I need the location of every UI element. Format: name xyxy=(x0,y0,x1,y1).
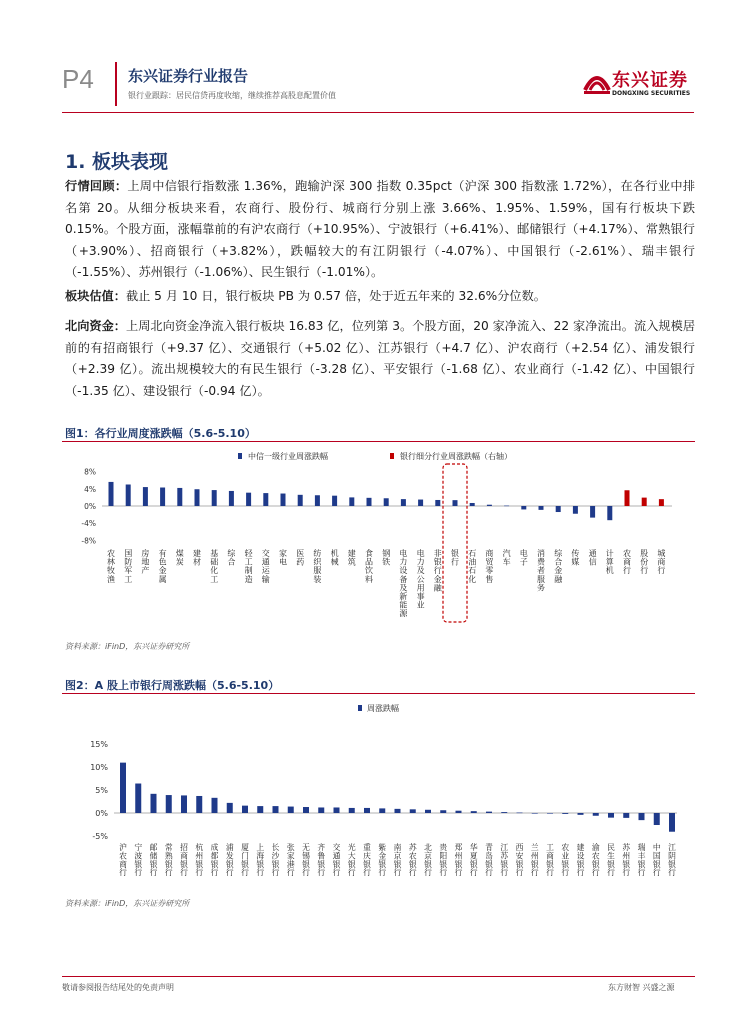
x-label-邮储银行: 邮储银行 xyxy=(149,843,158,878)
y-tick-label: 10% xyxy=(90,763,108,772)
bar-张家港行 xyxy=(288,807,294,813)
bar-综合金融 xyxy=(556,506,561,512)
x-label-苏农银行: 苏农银行 xyxy=(408,843,417,878)
x-label-交通运输: 交通运输 xyxy=(261,549,270,584)
x-label-计算机: 计算机 xyxy=(605,549,614,576)
bar-纺织服装 xyxy=(315,495,320,506)
page-number: P4 xyxy=(62,64,94,94)
legend-swatch-bank xyxy=(358,705,362,711)
bar-招商银行 xyxy=(181,795,187,813)
bar-成都银行 xyxy=(212,798,218,813)
x-label-沪农商行: 沪农商行 xyxy=(119,843,127,878)
y-tick-label: 15% xyxy=(90,740,108,749)
bar-汽车 xyxy=(504,506,509,507)
x-label-通信: 通信 xyxy=(588,549,597,567)
x-label-消费者服务: 消费者服务 xyxy=(537,549,545,593)
x-label-长沙银行: 长沙银行 xyxy=(271,843,280,878)
x-label-农业银行: 农业银行 xyxy=(561,843,570,878)
label-valuation: 板块估值： xyxy=(65,289,126,303)
bar-轻工制造 xyxy=(246,493,251,506)
x-label-传媒: 传媒 xyxy=(571,549,580,567)
x-label-医药: 医药 xyxy=(296,549,305,567)
x-label-紫金银行: 紫金银行 xyxy=(378,843,387,878)
figure1-rule xyxy=(62,441,695,442)
x-label-钢铁: 钢铁 xyxy=(382,549,391,567)
x-label-常熟银行: 常熟银行 xyxy=(164,843,173,878)
legend-label-bank: 周涨跌幅 xyxy=(367,704,399,713)
x-label-建材: 建材 xyxy=(193,549,201,567)
y-tick-label: 8% xyxy=(84,467,96,477)
footer-disclaimer: 敬请参阅报告结尾处的免责声明 xyxy=(62,983,174,992)
x-label-国防军工: 国防军工 xyxy=(124,549,133,584)
x-label-机械: 机械 xyxy=(330,549,339,567)
x-label-上海银行: 上海银行 xyxy=(256,843,265,878)
bar-有色金属 xyxy=(160,488,165,506)
x-label-纺织服装: 纺织服装 xyxy=(313,549,322,584)
x-label-商贸零售: 商贸零售 xyxy=(485,549,494,584)
bar-兰州银行 xyxy=(532,813,538,814)
x-label-综合金融: 综合金融 xyxy=(554,549,563,584)
figure1-source: 资料来源：iFinD，东兴证券研究所 xyxy=(65,642,190,651)
y-tick-label: 0% xyxy=(84,502,96,511)
bar-计算机 xyxy=(607,506,612,520)
x-label-电子: 电子 xyxy=(519,549,528,567)
bar-机械 xyxy=(332,496,337,506)
x-label-有色金属: 有色金属 xyxy=(158,549,167,584)
bar-中国银行 xyxy=(654,813,660,825)
x-label-渝农银行: 渝农银行 xyxy=(591,843,600,878)
x-label-煤炭: 煤炭 xyxy=(175,549,184,567)
x-label-农商行: 农商行 xyxy=(623,549,631,576)
x-label-浦发银行: 浦发银行 xyxy=(225,843,234,878)
x-label-张家港行: 张家港行 xyxy=(286,843,295,878)
paragraph-valuation xyxy=(65,286,695,308)
x-label-华夏银行: 华夏银行 xyxy=(469,843,478,878)
figure2-title: 图2：A 股上市银行周涨跌幅（5.6-5.10） xyxy=(65,679,280,692)
bar-渝农银行 xyxy=(593,813,599,816)
bar-郑州银行 xyxy=(456,811,462,813)
x-label-无锡银行: 无锡银行 xyxy=(302,843,310,878)
legend-swatch-industry xyxy=(238,453,242,459)
x-label-农林牧渔: 农林牧渔 xyxy=(107,549,115,584)
text-market-review: 上周中信银行指数涨 1.36%，跑输沪深 300 指数 0.35pct（沪深 300 指数涨 1.72%），在各行业中排名第 20。从细分板块来看，农商行、股份行、城商行分别上涨 3.66%、1.95%、1.59%，国有行板块下跌 0.15%。个股方面，涨幅靠前的有沪农商行（+10.95%）、宁波银行（+6.41%）、邮储银行（+4.17%）、常熟银行（+3.90%）、招商银行（+3.82%），跌幅较大的有江阴银行（-4.07%）、中国银行（-2.61%）、瑞丰银行（-1.55%）、苏州银行（-1.06%）、民生银行（-1.01%）。 xyxy=(65,179,696,279)
legend-label-bank-sub: 银行细分行业周涨跌幅（右轴） xyxy=(400,452,512,461)
bar-建材 xyxy=(195,489,200,506)
logo-text-en: DONGXING SECURITIES xyxy=(612,90,691,97)
bar-食品饮料 xyxy=(367,498,372,506)
bar-工商银行 xyxy=(547,813,553,814)
x-label-银行: 银行 xyxy=(451,549,459,567)
bar-建设银行 xyxy=(578,813,584,815)
x-label-苏州银行: 苏州银行 xyxy=(622,843,631,878)
bar-沪农商行 xyxy=(120,763,126,813)
y-tick-label: 0% xyxy=(95,809,108,818)
bar-通信 xyxy=(590,506,595,518)
bar-西安银行 xyxy=(517,813,523,814)
text-northbound: 上周北向资金净流入银行板块 16.83 亿，位列第 3。个股方面，20 家净流入、22 家净流出。流入规模居前的有招商银行（+9.37 亿）、交通银行（+5.02 亿）、江苏银行（+4.7 亿）、沪农商行（+2.54 亿）、浦发银行（+2.39 亿）。流出规模较大的有民生银行（-3.28 亿）、平安银行（-1.68 亿）、农业商行（-1.42 亿）、中国银行（-1.35 亿）、建设银行（-0.94 亿）。 xyxy=(65,319,696,398)
x-label-电力及公用事业: 电力及公用事业 xyxy=(416,549,425,610)
x-label-电力设备及新能源: 电力设备及新能源 xyxy=(399,549,408,619)
bar-苏州银行 xyxy=(623,813,629,818)
bar-农业银行 xyxy=(562,813,568,814)
y-tick-label: 4% xyxy=(84,484,96,494)
bar-江苏银行 xyxy=(501,812,507,813)
x-label-兰州银行: 兰州银行 xyxy=(530,843,539,878)
x-label-综合: 综合 xyxy=(227,549,236,567)
logo-text: 东兴证券 xyxy=(612,70,688,91)
x-label-轻工制造: 轻工制造 xyxy=(244,549,253,584)
x-label-齐鲁银行: 齐鲁银行 xyxy=(317,843,326,878)
bar-农林牧渔 xyxy=(109,482,114,506)
bar-国防军工 xyxy=(126,485,131,507)
figure2-source: 资料来源：iFinD，东兴证券研究所 xyxy=(65,899,190,908)
text-valuation: 截止 5 月 10 日，银行板块 PB 为 0.57 倍，处于近五年来的 32.6%分位数。 xyxy=(125,289,546,303)
x-label-厦门银行: 厦门银行 xyxy=(241,843,249,878)
y-tick-label: -8% xyxy=(81,536,96,546)
legend-label-industry: 中信一级行业周涨跌幅 xyxy=(248,452,328,461)
bar-银行 xyxy=(453,500,458,506)
bar-苏农银行 xyxy=(410,809,416,813)
bar-邮储银行 xyxy=(151,794,157,813)
bar-股份行 xyxy=(642,498,647,506)
report-title: 东兴证券行业报告 xyxy=(128,67,249,85)
report-subtitle: 银行业跟踪：居民信贷再度收缩，继续推荐高股息配置价值 xyxy=(128,91,336,100)
figure2-rule xyxy=(62,693,695,694)
x-label-江阴银行: 江阴银行 xyxy=(668,843,676,878)
x-label-建筑: 建筑 xyxy=(347,549,356,567)
bar-交通银行 xyxy=(334,807,340,813)
x-label-重庆银行: 重庆银行 xyxy=(363,843,371,878)
legend-swatch-bank-sub xyxy=(390,453,394,459)
bar-消费者服务 xyxy=(539,506,544,510)
x-label-交通银行: 交通银行 xyxy=(332,843,341,878)
bar-农商行 xyxy=(625,490,630,506)
y-tick-label: 5% xyxy=(95,786,108,795)
header-rule xyxy=(62,112,694,113)
bar-房地产 xyxy=(143,487,148,506)
bar-钢铁 xyxy=(384,498,389,506)
bar-杭州银行 xyxy=(196,796,202,813)
x-label-郑州银行: 郑州银行 xyxy=(454,843,463,878)
bar-民生银行 xyxy=(608,813,614,818)
bar-非银行金融 xyxy=(435,500,440,506)
x-label-成都银行: 成都银行 xyxy=(210,843,219,878)
x-label-汽车: 汽车 xyxy=(502,549,511,567)
figure1-title: 图1：各行业周度涨跌幅（5.6-5.10） xyxy=(65,427,256,440)
label-market-review: 行情回顾： xyxy=(65,179,128,193)
bar-青岛银行 xyxy=(486,812,492,813)
bar-城商行 xyxy=(659,499,664,506)
x-label-民生银行: 民生银行 xyxy=(607,843,615,878)
bar-基础化工 xyxy=(212,490,217,506)
x-label-中国银行: 中国银行 xyxy=(652,843,661,878)
bar-电力设备及新能源 xyxy=(401,499,406,506)
bar-电力及公用事业 xyxy=(418,500,423,506)
bar-紫金银行 xyxy=(379,808,385,813)
footer-slogan: 东方财智 兴盛之源 xyxy=(608,983,675,992)
bar-华夏银行 xyxy=(471,811,477,813)
bar-煤炭 xyxy=(177,488,182,506)
bar-无锡银行 xyxy=(303,807,309,813)
bar-北京银行 xyxy=(425,810,431,813)
industry-weekly-change-chart xyxy=(62,444,695,630)
x-label-南京银行: 南京银行 xyxy=(393,843,402,878)
x-label-建设银行: 建设银行 xyxy=(576,843,585,878)
bar-上海银行 xyxy=(257,806,263,813)
x-label-石油石化: 石油石化 xyxy=(468,549,477,584)
x-label-贵阳银行: 贵阳银行 xyxy=(439,843,448,878)
bar-医药 xyxy=(298,495,303,506)
highlight-bank-box xyxy=(443,464,467,622)
x-label-城商行: 城商行 xyxy=(657,549,666,576)
x-label-光大银行: 光大银行 xyxy=(347,843,356,878)
x-label-工商银行: 工商银行 xyxy=(546,843,554,878)
bank-weekly-change-chart xyxy=(62,696,695,894)
bar-厦门银行 xyxy=(242,806,248,813)
bar-浦发银行 xyxy=(227,803,233,813)
bar-建筑 xyxy=(349,497,354,506)
header-divider xyxy=(115,62,117,106)
x-label-江苏银行: 江苏银行 xyxy=(500,843,509,878)
y-tick-label: -4% xyxy=(81,519,96,529)
bar-家电 xyxy=(281,494,286,506)
footer-rule xyxy=(62,976,695,977)
bar-石油石化 xyxy=(470,503,475,506)
x-label-房地产: 房地产 xyxy=(141,549,150,576)
paragraph-northbound xyxy=(65,316,695,402)
x-label-北京银行: 北京银行 xyxy=(424,843,432,878)
bar-商贸零售 xyxy=(487,505,492,506)
paragraph-market-review xyxy=(65,176,695,284)
x-label-非银行金融: 非银行金融 xyxy=(433,549,442,593)
bar-齐鲁银行 xyxy=(318,807,324,813)
bar-宁波银行 xyxy=(135,784,141,813)
x-label-杭州银行: 杭州银行 xyxy=(195,843,204,878)
bar-贵阳银行 xyxy=(440,810,446,813)
x-label-瑞丰银行: 瑞丰银行 xyxy=(637,843,646,878)
x-label-基础化工: 基础化工 xyxy=(210,549,219,584)
x-label-家电: 家电 xyxy=(279,549,287,567)
bar-重庆银行 xyxy=(364,808,370,813)
bar-长沙银行 xyxy=(273,806,279,813)
bar-光大银行 xyxy=(349,808,355,813)
bar-综合 xyxy=(229,491,234,506)
bar-传媒 xyxy=(573,506,578,514)
x-label-招商银行: 招商银行 xyxy=(180,843,188,878)
x-label-食品饮料: 食品饮料 xyxy=(365,549,373,584)
x-label-宁波银行: 宁波银行 xyxy=(134,843,143,878)
label-northbound: 北向资金： xyxy=(65,319,127,333)
x-label-西安银行: 西安银行 xyxy=(515,843,524,878)
section-title: 1. 板块表现 xyxy=(65,151,169,173)
bar-瑞丰银行 xyxy=(639,813,645,820)
bar-南京银行 xyxy=(395,809,401,813)
x-label-青岛银行: 青岛银行 xyxy=(485,843,493,878)
x-label-股份行: 股份行 xyxy=(640,549,649,576)
bar-常熟银行 xyxy=(166,795,172,813)
bar-电子 xyxy=(521,506,526,509)
logo-mark xyxy=(582,64,612,98)
y-tick-label: -5% xyxy=(92,832,108,841)
bar-交通运输 xyxy=(263,493,268,506)
bar-江阴银行 xyxy=(669,813,675,832)
